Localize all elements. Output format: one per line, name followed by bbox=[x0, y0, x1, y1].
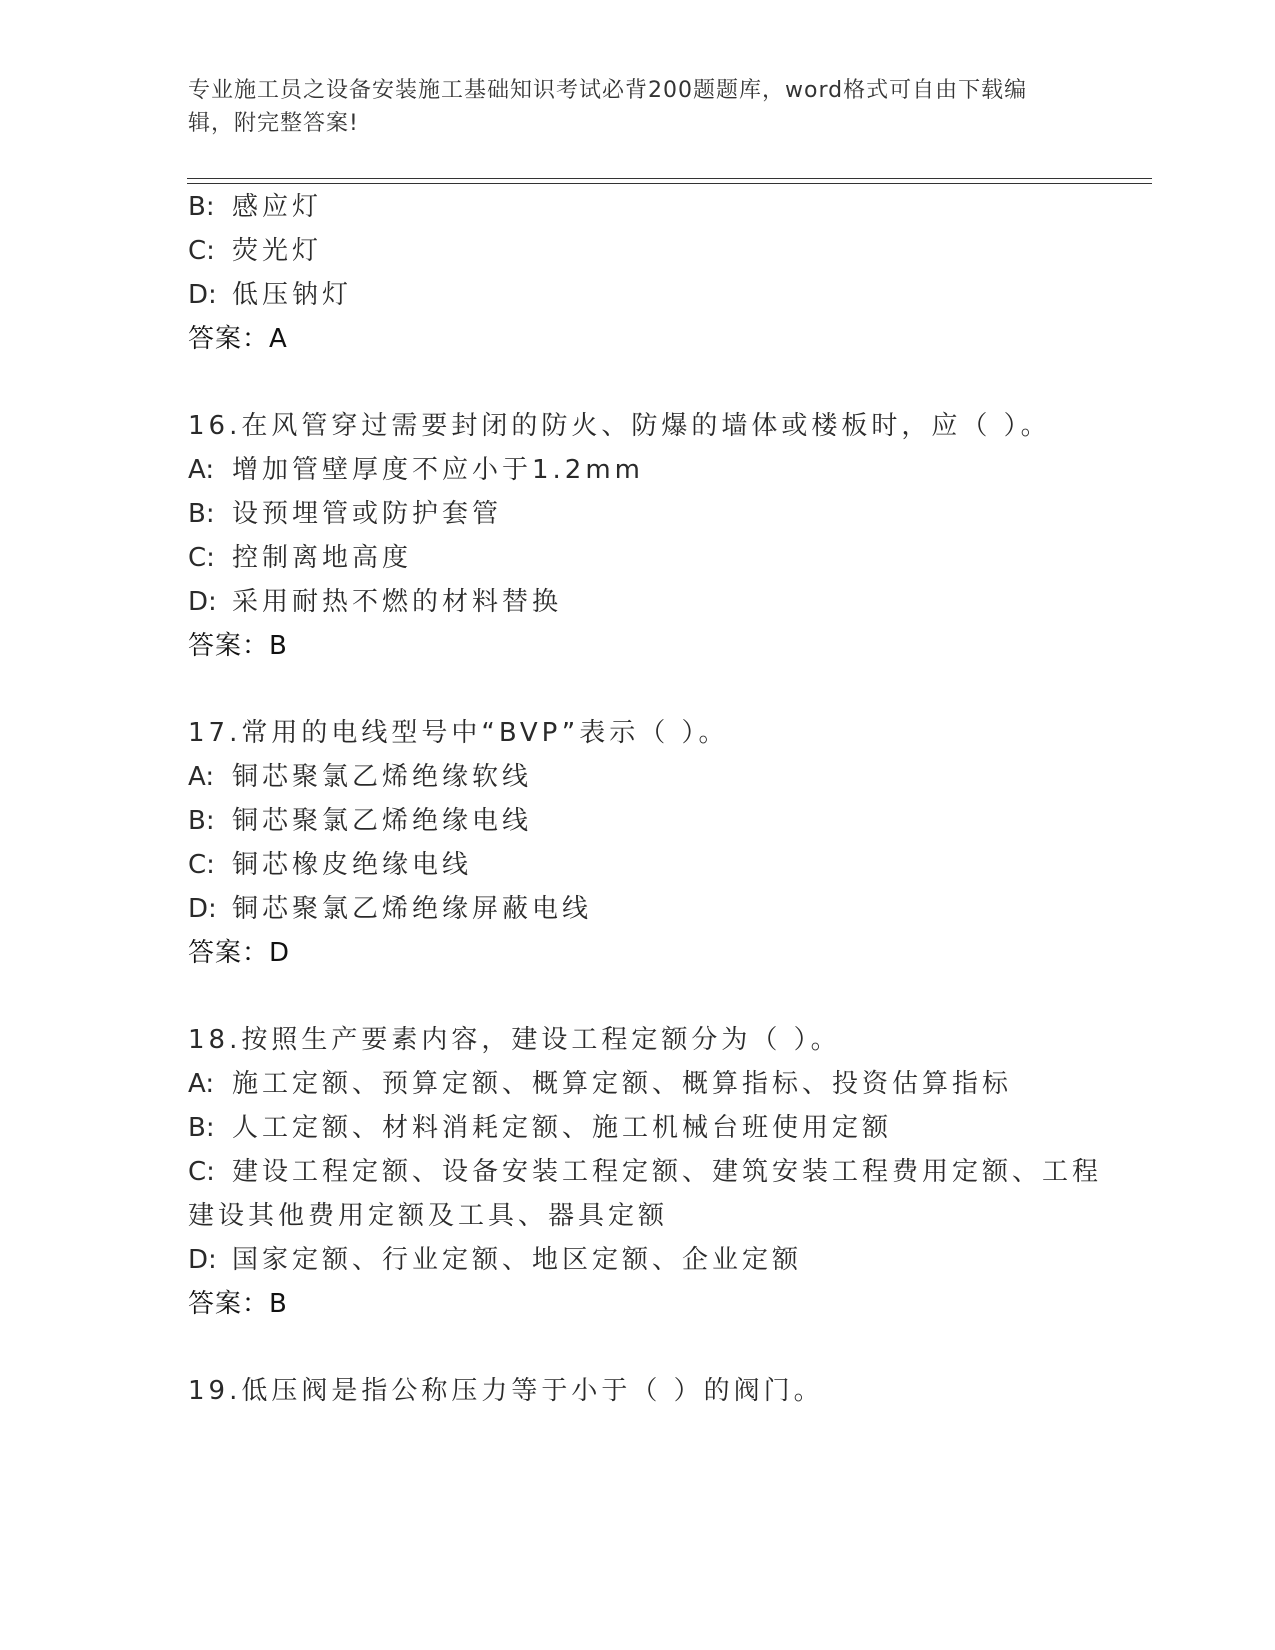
option-letter: B: bbox=[188, 806, 215, 836]
option-c-continuation: 建设其他费用定额及工具、器具定额 bbox=[188, 1201, 669, 1231]
option-text: 人工定额、材料消耗定额、施工机械台班使用定额 bbox=[232, 1113, 893, 1143]
option-letter: D: bbox=[188, 1245, 217, 1275]
option-text: 设预埋管或防护套管 bbox=[232, 499, 503, 529]
option-b bbox=[188, 497, 502, 531]
option-c bbox=[188, 234, 322, 268]
option-letter: D: bbox=[188, 894, 217, 924]
option-text: 铜芯聚氯乙烯绝缘软线 bbox=[232, 762, 533, 792]
option-text: 施工定额、预算定额、概算定额、概算指标、投资估算指标 bbox=[232, 1069, 1013, 1099]
option-letter: A: bbox=[188, 762, 215, 792]
option-d bbox=[188, 892, 592, 926]
answer-line: 答案：A bbox=[188, 324, 288, 354]
question-16: 16.在风管穿过需要封闭的防火、防爆的墙体或楼板时，应（ ）。 bbox=[188, 411, 1051, 441]
answer-line: 答案：B bbox=[188, 1289, 288, 1319]
option-letter: A: bbox=[188, 455, 215, 485]
option-b bbox=[188, 190, 322, 224]
option-letter: B: bbox=[188, 1113, 215, 1143]
option-text: 铜芯聚氯乙烯绝缘屏蔽电线 bbox=[232, 894, 593, 924]
option-d bbox=[188, 278, 352, 312]
option-a bbox=[188, 760, 532, 794]
option-b bbox=[188, 1111, 892, 1145]
option-letter: C: bbox=[188, 850, 215, 880]
answer-line: 答案：D bbox=[188, 938, 291, 968]
option-letter: D: bbox=[188, 280, 217, 310]
option-text: 控制离地高度 bbox=[232, 543, 413, 573]
option-b bbox=[188, 804, 532, 838]
option-letter: B: bbox=[188, 499, 215, 529]
option-c bbox=[188, 848, 472, 882]
option-d bbox=[188, 585, 562, 619]
answer-line: 答案：B bbox=[188, 631, 288, 661]
option-text: 国家定额、行业定额、地区定额、企业定额 bbox=[232, 1245, 803, 1275]
option-letter: A: bbox=[188, 1069, 215, 1099]
option-letter: C: bbox=[188, 1157, 215, 1187]
option-c bbox=[188, 541, 412, 575]
question-19: 19.低压阀是指公称压力等于小于（ ）的阀门。 bbox=[188, 1376, 824, 1406]
option-letter: D: bbox=[188, 587, 217, 617]
option-text: 采用耐热不燃的材料替换 bbox=[232, 587, 563, 617]
option-text: 低压钠灯 bbox=[232, 280, 353, 310]
option-letter: C: bbox=[188, 543, 215, 573]
header-divider-bottom bbox=[187, 183, 1152, 184]
question-18: 18.按照生产要素内容，建设工程定额分为（ ）。 bbox=[188, 1025, 841, 1055]
document-header: 专业施工员之设备安装施工基础知识考试必背200题题库，word格式可自由下载编辑，附完整答案! bbox=[188, 78, 1028, 136]
option-text: 铜芯聚氯乙烯绝缘电线 bbox=[232, 806, 533, 836]
option-text: 铜芯橡皮绝缘电线 bbox=[232, 850, 473, 880]
option-text: 建设工程定额、设备安装工程定额、建筑安装工程费用定额、工程 bbox=[232, 1157, 1103, 1187]
option-text: 感应灯 bbox=[232, 192, 323, 222]
option-d bbox=[188, 1243, 802, 1277]
option-c bbox=[188, 1155, 1102, 1189]
header-divider-top bbox=[187, 178, 1152, 179]
option-text: 荧光灯 bbox=[232, 236, 323, 266]
question-17: 17.常用的电线型号中“BVP”表示（ ）。 bbox=[188, 718, 729, 748]
option-a bbox=[188, 1067, 1012, 1101]
option-text: 增加管壁厚度不应小于1.2mm bbox=[232, 455, 645, 485]
option-a bbox=[188, 453, 644, 487]
option-letter: C: bbox=[188, 236, 215, 266]
option-letter: B: bbox=[188, 192, 215, 222]
